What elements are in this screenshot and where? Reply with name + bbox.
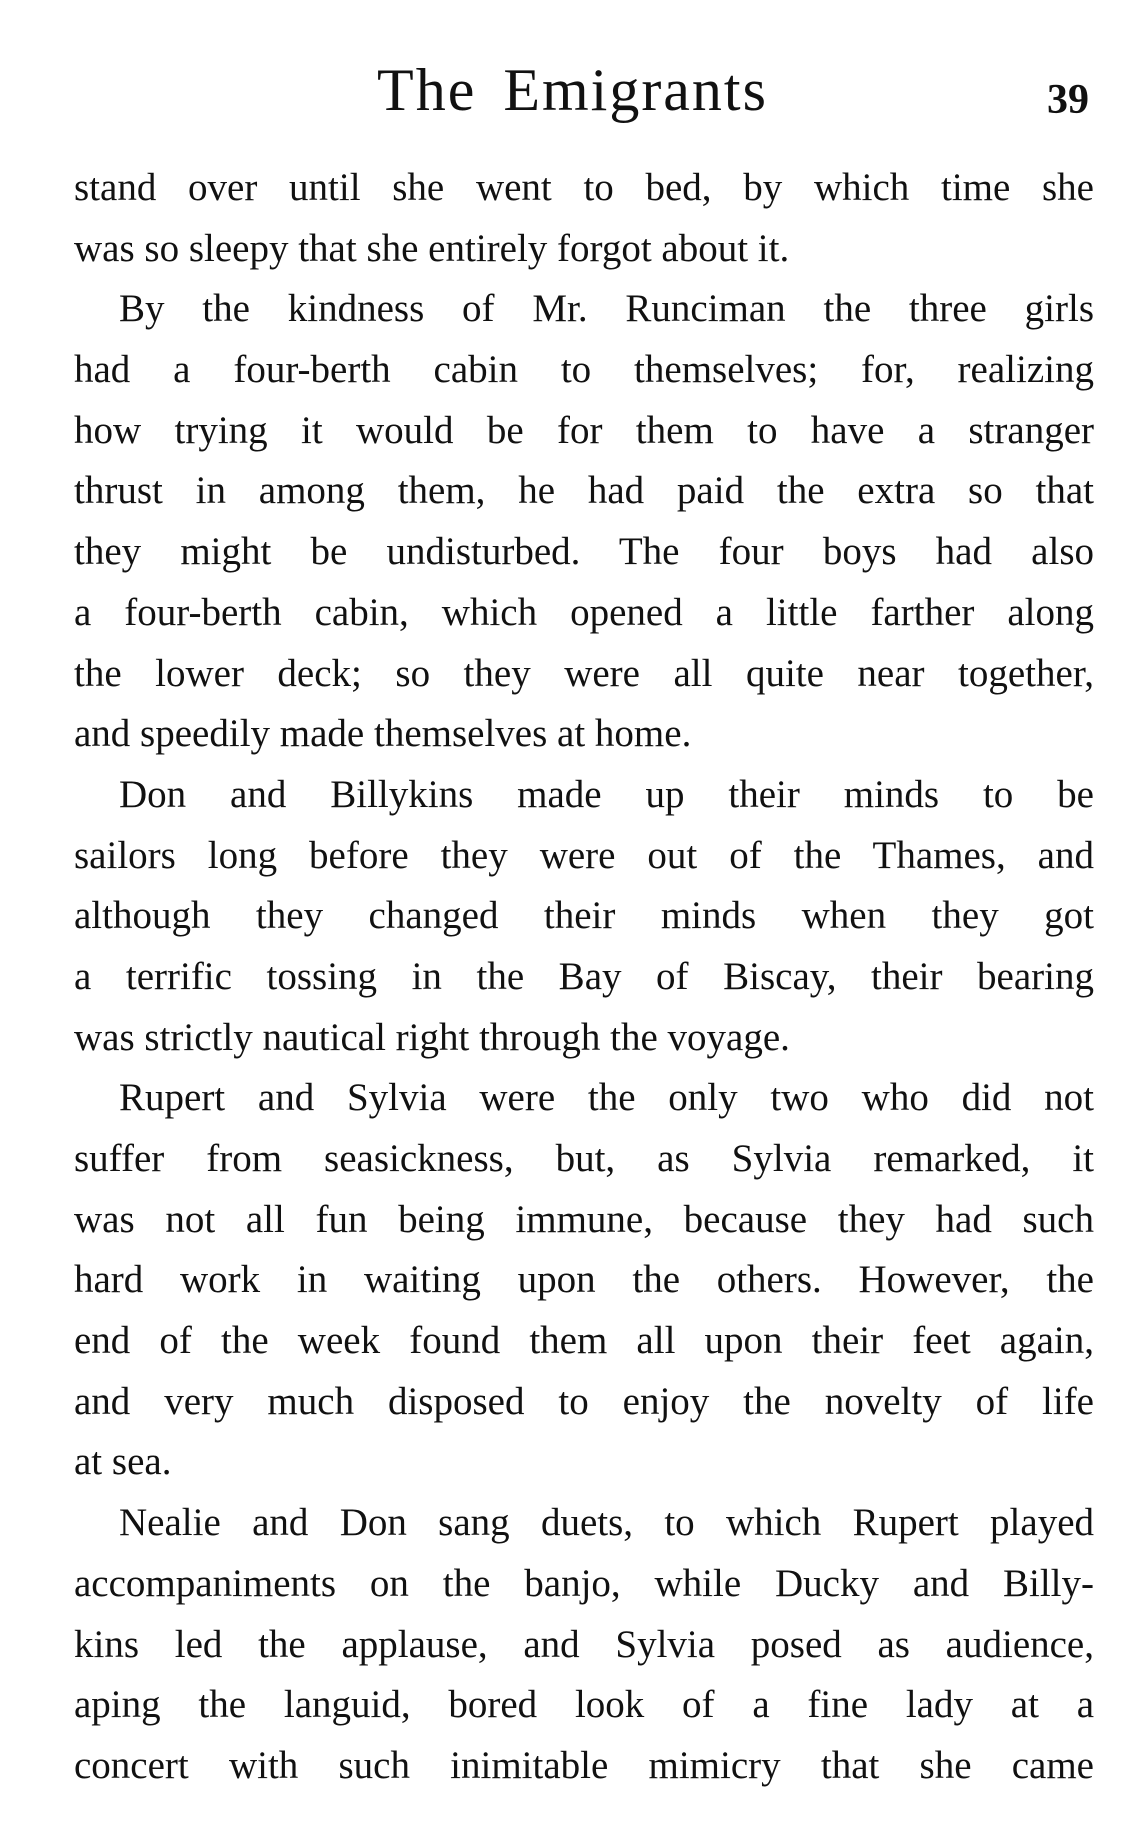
- text-line: aping the languid, bored look of a fine lady at a: [74, 1683, 1094, 1727]
- body-text: [74, 158, 1094, 1797]
- text-line: at sea.: [74, 1440, 172, 1484]
- paragraph-first-line: Rupert and Sylvia were the only two who did not: [119, 1076, 1094, 1120]
- paragraph-first-line: Don and Billykins made up their minds to be: [119, 772, 1094, 816]
- text-line: a four-berth cabin, which opened a little farther along: [74, 590, 1094, 634]
- text-line: kins led the applause, and Sylvia posed as audience,: [74, 1622, 1094, 1666]
- text-line: and very much disposed to enjoy the novelty of life: [74, 1379, 1094, 1423]
- page-number: 39: [1047, 77, 1089, 123]
- text-line: sailors long before they were out of the Thames, and: [74, 833, 1094, 877]
- paragraph-first-line: Nealie and Don sang duets, to which Rupert played: [119, 1501, 1094, 1545]
- text-line: was so sleepy that she entirely forgot about it.: [74, 226, 790, 270]
- text-line: was strictly nautical right through the voyage.: [74, 1015, 790, 1059]
- text-line: had a four-berth cabin to themselves; for, realizing: [74, 348, 1094, 392]
- text-line: hard work in waiting upon the others. However, the: [74, 1258, 1094, 1302]
- text-line: concert with such inimitable mimicry that she came: [74, 1743, 1094, 1787]
- text-line: a terrific tossing in the Bay of Biscay, their bearing: [74, 954, 1094, 998]
- text-line: end of the week found them all upon their feet again,: [74, 1319, 1094, 1363]
- text-line: although they changed their minds when they got: [74, 894, 1094, 938]
- text-line: stand over until she went to bed, by which time she: [74, 166, 1094, 209]
- text-line: suffer from seasickness, but, as Sylvia remarked, it: [74, 1137, 1094, 1180]
- text-line: was not all fun being immune, because they had such: [74, 1197, 1094, 1241]
- text-line: accompaniments on the banjo, while Ducky and Billy-: [74, 1561, 1094, 1605]
- text-line: how trying it would be for them to have a stranger: [74, 408, 1094, 452]
- text-line: the lower deck; so they were all quite near together,: [74, 651, 1094, 695]
- running-title: The Emigrants: [377, 57, 768, 123]
- text-line: and speedily made themselves at home.: [74, 712, 692, 756]
- running-head: [0, 50, 1145, 130]
- text-line: they might be undisturbed. The four boys had also: [74, 530, 1094, 574]
- text-line: thrust in among them, he had paid the extra so that: [74, 469, 1094, 513]
- paragraph-first-line: By the kindness of Mr. Runciman the three girls: [119, 287, 1094, 331]
